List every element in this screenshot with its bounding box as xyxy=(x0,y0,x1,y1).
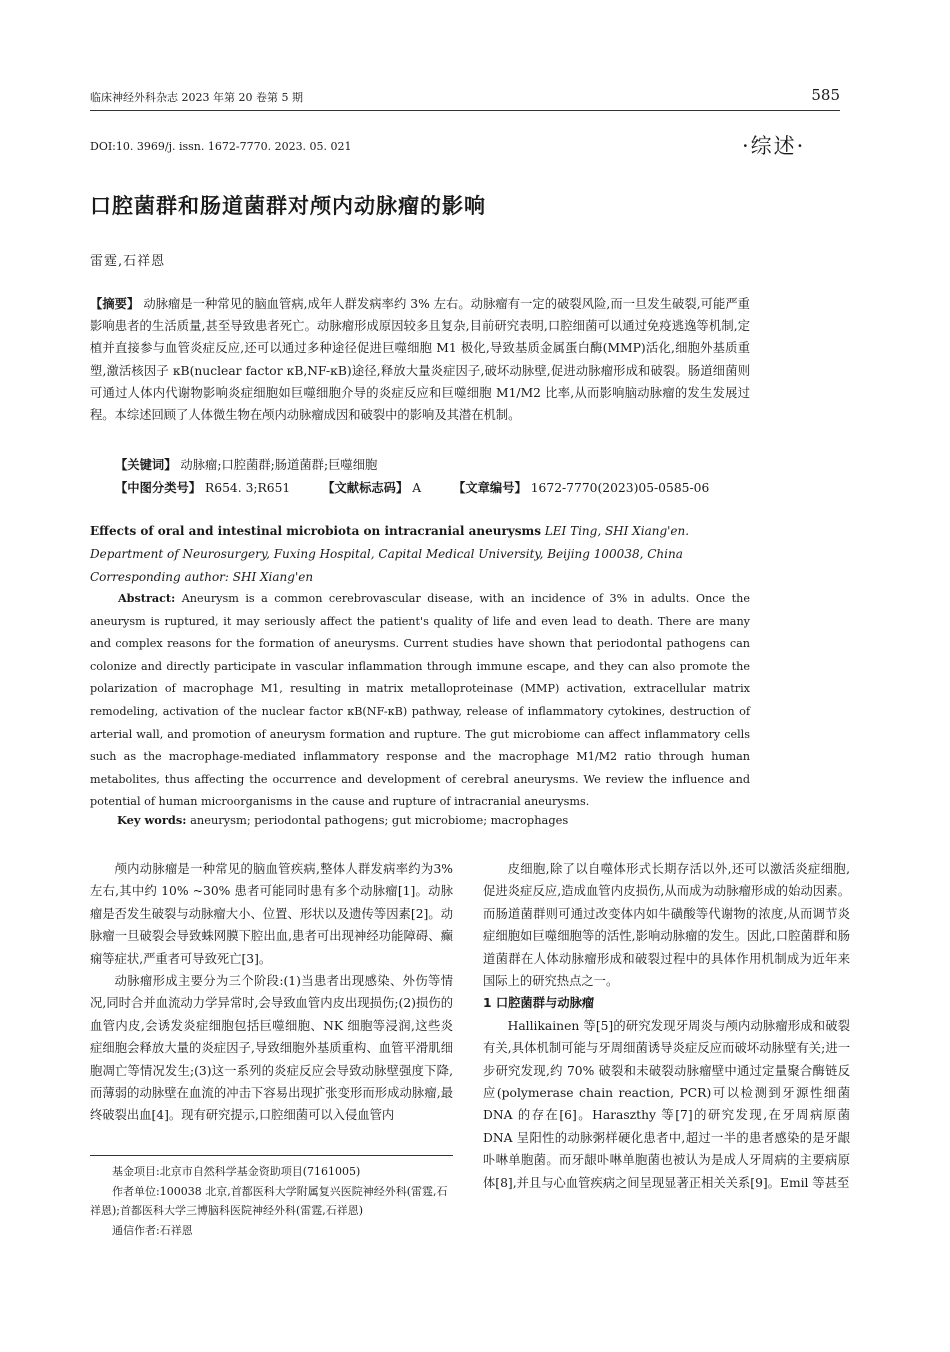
keywords-label: 【关键词】 xyxy=(115,458,177,472)
abstract-label: 【摘要】 xyxy=(90,297,140,311)
english-abstract xyxy=(90,587,750,814)
english-keywords-label: Key words: xyxy=(117,813,187,827)
footnote-affiliation: 作者单位:100038 北京,首都医科大学附属复兴医院神经外科(雷霆,石祥恩);首都医科大学三博脑科医院神经外科(雷霆,石祥恩) xyxy=(90,1184,448,1217)
header-rule xyxy=(90,110,840,111)
page-number: 585 xyxy=(811,86,840,104)
english-abstract-label: Abstract: xyxy=(118,591,176,605)
chinese-keywords xyxy=(115,455,377,473)
doi: DOI:10. 3969/j. issn. 1672-7770. 2023. 05. 021 xyxy=(90,140,352,153)
body-paragraph: 皮细胞,除了以自噬体形式长期存活以外,还可以激活炎症细胞,促进炎症反应,造成血管内皮损伤,从而成为动脉瘤形成的始动因素。而肠道菌群则可通过改变体内如牛磺酸等代谢物的浓度,从而调节炎症细胞如巨噬细胞等的活性,影响动脉瘤的发生。因此,口腔菌群和肠道菌群在人体动脉瘤形成和破裂过程中的具体作用机制成为近年来国际上的研究热点之一。 xyxy=(483,862,850,989)
chinese-abstract xyxy=(90,293,750,426)
english-authors: LEI Ting, SHI Xiang'en. xyxy=(544,524,690,538)
body-left-column xyxy=(90,858,453,1127)
article-title: 口腔菌群和肠道菌群对颅内动脉瘤的影响 xyxy=(90,194,486,218)
doc-code-value: A xyxy=(412,481,422,495)
footnote-rule xyxy=(90,1155,453,1156)
clc-label: 【中图分类号】 xyxy=(115,481,202,495)
body-paragraph: 颅内动脉瘤是一种常见的脑血管疾病,整体人群发病率约为3%左右,其中约 10% ~30% 患者可能同时患有多个动脉瘤[1]。动脉瘤是否发生破裂与动脉瘤大小、位置、形状以及遗传等因素[2]。动脉瘤一旦破裂会导致蛛网膜下腔出血,患者可出现神经功能障碍、癫痫等症状,严重者可导致死亡[3]。 xyxy=(90,862,453,966)
classification-line xyxy=(115,478,737,496)
body-paragraph: Hallikainen 等[5]的研究发现牙周炎与颅内动脉瘤形成和破裂有关,具体机制可能与牙周细菌诱导炎症反应而破坏动脉壁有关;进一步研究发现,约 70% 破裂和未破裂动脉瘤壁中通过定量聚合酶链反应(polymerase chain reaction, PCR)可以检测到牙源性细菌 DNA 的存在[6]。Haraszthy 等[7]的研究发现,在牙周病原菌 DNA 呈阳性的动脉粥样硬化患者中,超过一半的患者感染的是牙龈卟啉单胞菌。而牙龈卟啉单胞菌也被认为是成人牙周病的主要病原体[8],并且与心血管疾病之间呈现显著正相关关系[9]。Emil 等甚至 xyxy=(483,1018,850,1190)
article-no-value: 1672-7770(2023)05-0585-06 xyxy=(530,481,710,495)
english-abstract-text: Aneurysm is a common cerebrovascular disease, with an incidence of 3% in adults. Once the aneurysm is ruptured, it may seriously affect the patient's quality of life and even lead to death. There are many and complex reasons for the formation of aneurysms. Current studies have shown that periodontal pathogens can colonize and directly participate in vascular inflammation through immune escape, and they can also promote the polarization of macrophage M1, resulting in matrix metalloproteinase (MMP) activation, extracellular matrix remodeling, activation of the nuclear factor κB(NF-κB) pathway, release of inflammatory cytokines, destruction of arterial wall, and promotion of aneurysm formation and rupture. The gut microbiome can affect inflammatory cells such as the macrophage-mediated inflammatory response and the macrophage M1/M2 ratio through human metabolites, thus affecting the occurrence and development of cerebral aneurysms. We review the influence and potential of human microorganisms in the cause and rupture of intracranial aneurysms. xyxy=(90,592,750,809)
english-affiliation: Department of Neurosurgery, Fuxing Hospital, Capital Medical University, Beijing 100038, China xyxy=(90,547,683,561)
footnote-fund: 基金项目:北京市自然科学基金资助项目(7161005) xyxy=(112,1165,361,1178)
english-title: Effects of oral and intestinal microbiota on intracranial aneurysms xyxy=(90,524,541,538)
clc-value: R654. 3;R651 xyxy=(205,481,291,495)
english-title-block xyxy=(90,520,755,589)
doc-code-label: 【文献标志码】 xyxy=(322,481,409,495)
journal-header: 临床神经外科杂志 2023 年第 20 卷第 5 期 xyxy=(90,91,303,104)
section-label: ·综述· xyxy=(742,134,806,158)
article-no-label: 【文章编号】 xyxy=(453,481,527,495)
english-keywords xyxy=(117,813,568,827)
body-paragraph: 动脉瘤形成主要分为三个阶段:(1)当患者出现感染、外伤等情况,同时合并血流动力学异常时,会导致血管内皮出现损伤;(2)损伤的血管内皮,会诱发炎症细胞包括巨噬细胞、NK 细胞等浸润,这些炎症细胞会释放大量的炎症因子,导致细胞外基质重构、血管平滑肌细胞凋亡等情况发生;(3)这一系列的炎症反应会导致动脉壁强度下降,而薄弱的动脉壁在血流的冲击下容易出现扩张变形而形成动脉瘤,最终破裂出血[4]。现有研究提示,口腔细菌可以入侵血管内 xyxy=(90,974,453,1123)
section-heading: 1 口腔菌群与动脉瘤 xyxy=(483,996,595,1011)
english-corresponding: Corresponding author: SHI Xiang'en xyxy=(90,570,314,584)
body-right-column xyxy=(483,858,850,1194)
footnotes xyxy=(90,1162,453,1240)
keywords-text: 动脉瘤;口腔菌群;肠道菌群;巨噬细胞 xyxy=(180,458,378,472)
english-keywords-text: aneurysm; periodontal pathogens; gut microbiome; macrophages xyxy=(190,813,569,827)
footnote-corresponding: 通信作者:石祥恩 xyxy=(112,1223,193,1237)
authors: 雷霆,石祥恩 xyxy=(90,254,166,269)
abstract-text: 动脉瘤是一种常见的脑血管病,成年人群发病率约 3% 左右。动脉瘤有一定的破裂风险,而一旦发生破裂,可能严重影响患者的生活质量,甚至导致患者死亡。动脉瘤形成原因较多且复杂,目前研究表明,口腔细菌可以通过免疫逃逸等机制,定植并直接参与血管炎症反应,还可以通过多种途径促进巨噬细胞 M1 极化,导致基质金属蛋白酶(MMP)活化,细胞外基质重塑,激活核因子 κB(nuclear factor κB,NF-κB)途径,释放大量炎症因子,破坏动脉壁,促进动脉瘤形成和破裂。肠道细菌则可通过人体内代谢物影响炎症细胞如巨噬细胞介导的炎症反应和巨噬细胞 M1/M2 比率,从而影响脑动脉瘤的发生发展过程。本综述回顾了人体微生物在颅内动脉瘤成因和破裂中的影响及其潜在机制。 xyxy=(90,297,750,423)
